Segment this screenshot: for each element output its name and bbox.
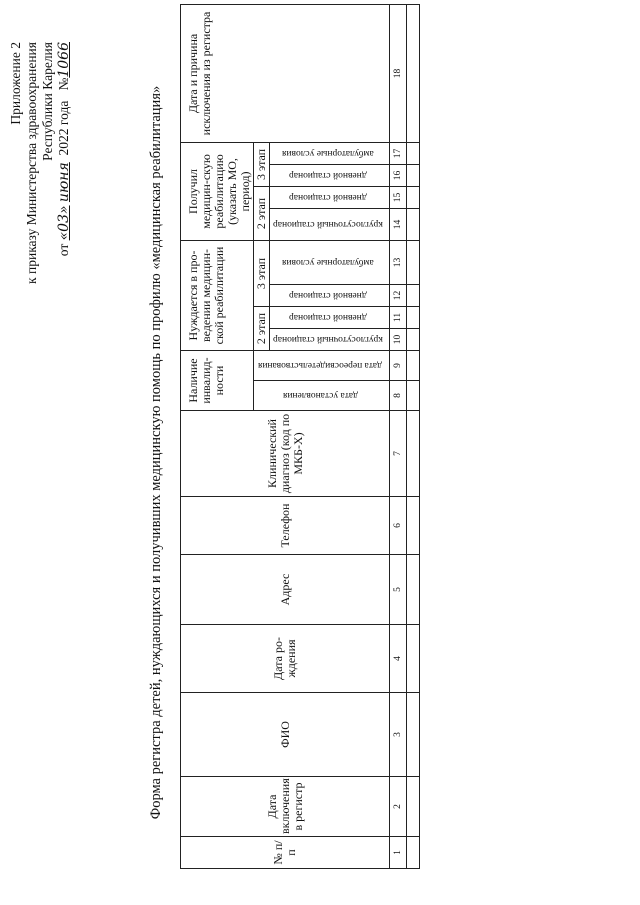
date-prefix: от	[56, 243, 71, 257]
col-address: Адрес	[181, 555, 390, 625]
colnum: 3	[390, 693, 407, 777]
colnum: 7	[390, 411, 407, 497]
colnum: 18	[390, 5, 407, 143]
col-inclusion-date: Дата включения в регистр	[181, 777, 390, 837]
colnum: 11	[390, 307, 407, 329]
needs-s2-day-hospital: дневной стационар	[270, 307, 390, 329]
order-date-line	[56, 42, 72, 372]
needs-s2-round-clock: круглосуточный стационар	[270, 329, 390, 351]
col-disability: Наличие инвалид-ности	[181, 351, 254, 411]
colnum: 15	[390, 186, 407, 208]
colnum: 14	[390, 208, 407, 240]
date-month: июня	[56, 162, 72, 203]
colnum: 13	[390, 240, 407, 284]
colnum: 2	[390, 777, 407, 837]
order-number: 1066	[56, 42, 72, 78]
col-got-rehab: Получил медицин-скую реабилитацию (указать МО, период)	[181, 142, 254, 240]
col-birth-date: Дата ро-ждения	[181, 625, 390, 693]
got-stage-2: 2 этап	[254, 186, 270, 240]
needs-s3-day-hospital: дневной стационар	[270, 285, 390, 307]
colnum: 5	[390, 555, 407, 625]
subcol-review-date: дата переосвидетельствования	[254, 351, 390, 381]
got-s2-day-hospital: дневной стационар	[270, 186, 390, 208]
appendix-title: Приложение 2	[8, 42, 23, 125]
colnum: 1	[390, 837, 407, 869]
appendix-header	[8, 42, 72, 372]
column-number-row	[390, 5, 407, 869]
got-s2-round-clock: круглосуточный стационар	[270, 208, 390, 240]
subcol-set-date: дата установления	[254, 381, 390, 411]
colnum: 8	[390, 381, 407, 411]
ministry-region: Республики Карелия	[40, 42, 55, 161]
needs-stage-3: 3 этап	[254, 240, 270, 306]
form-title: Форма регистра детей, нуждающихся и получивших медицинскую помощь по профилю «медицинская реабилитация»	[148, 85, 164, 820]
col-phone: Телефон	[181, 497, 390, 555]
header-row-1	[181, 5, 254, 869]
order-reference: к приказу Министерства здравоохранения	[24, 42, 39, 284]
registry-table	[180, 4, 420, 869]
needs-s3-outpatient: амбулаторные условия	[270, 240, 390, 284]
got-s3-outpatient: амбулаторные условия	[270, 142, 390, 164]
registry-table-wrapper	[180, 4, 418, 869]
col-diagnosis: Клинический диагноз (код по МКБ-Х)	[181, 411, 390, 497]
date-year: 2022 года	[56, 100, 71, 156]
col-num: № п/п	[181, 837, 390, 869]
col-needs-rehab: Нуждается в про-ведении медицин-ской реабилитации	[181, 240, 254, 350]
number-prefix: №	[56, 77, 71, 91]
got-stage-3: 3 этап	[254, 142, 270, 186]
colnum: 4	[390, 625, 407, 693]
empty-data-row	[407, 5, 420, 869]
col-fio: ФИО	[181, 693, 390, 777]
colnum: 12	[390, 285, 407, 307]
colnum: 9	[390, 351, 407, 381]
colnum: 10	[390, 329, 407, 351]
colnum: 16	[390, 164, 407, 186]
got-s3-day-hospital: дневной стационар	[270, 164, 390, 186]
col-exclusion: Дата и причина исключения из регистра	[181, 5, 390, 143]
date-day: «03»	[56, 205, 72, 241]
colnum: 6	[390, 497, 407, 555]
needs-stage-2: 2 этап	[254, 307, 270, 351]
colnum: 17	[390, 142, 407, 164]
